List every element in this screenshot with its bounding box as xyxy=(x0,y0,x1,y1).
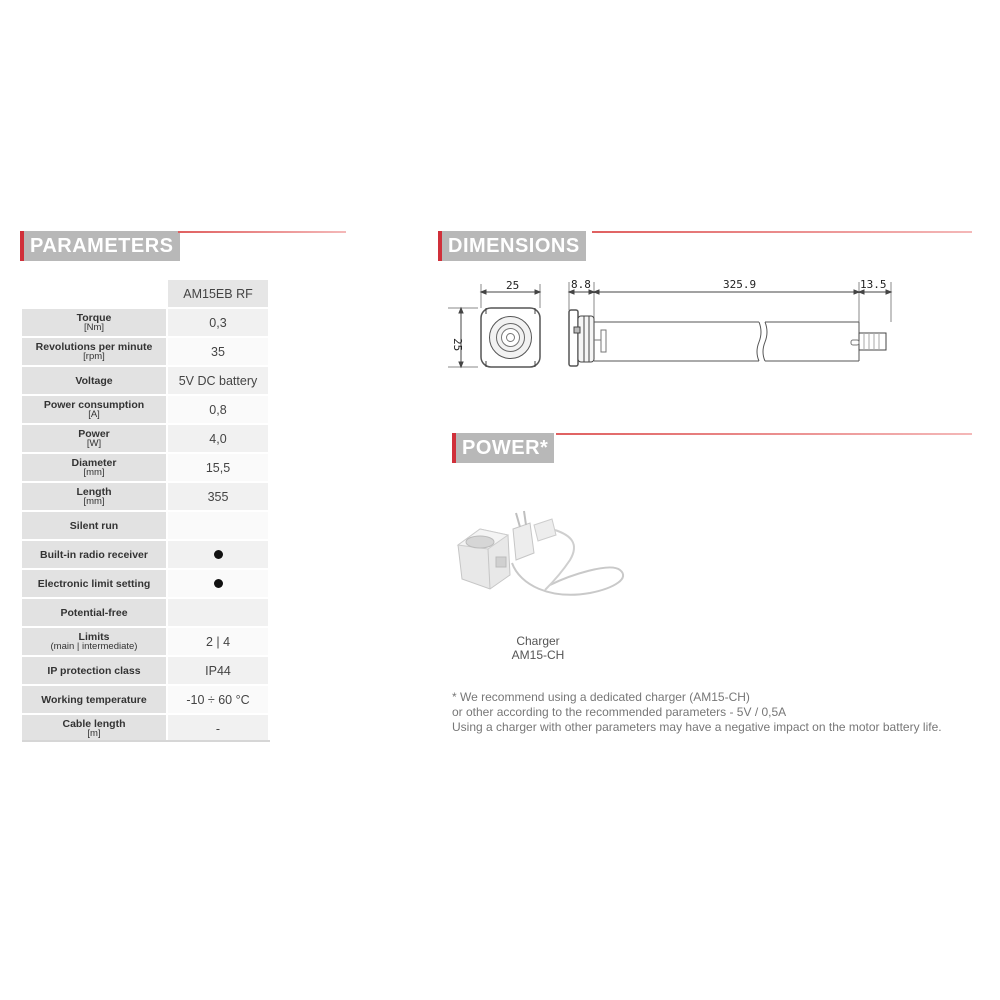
parameter-name-cell xyxy=(22,570,168,597)
parameter-name-cell xyxy=(22,628,168,655)
parameter-name-cell xyxy=(22,338,168,365)
parameter-name-cell xyxy=(22,396,168,423)
motor-side-view xyxy=(569,282,891,366)
parameter-name-cell xyxy=(22,686,168,713)
parameter-value-cell xyxy=(168,715,268,742)
charger-label: Charger xyxy=(516,634,560,648)
parameter-value: 355 xyxy=(207,489,229,504)
parameter-value: 35 xyxy=(211,344,225,359)
parameter-value-cell xyxy=(168,628,268,655)
parameter-value: 0,8 xyxy=(209,402,227,417)
parameter-value-cell xyxy=(168,512,268,539)
parameter-name-cell xyxy=(22,483,168,510)
parameter-row xyxy=(22,512,268,539)
parameter-value-cell xyxy=(168,541,268,568)
parameter-value-cell xyxy=(168,425,268,452)
table-bottom-rule xyxy=(22,740,270,742)
parameter-name-cell xyxy=(22,512,168,539)
header-rule xyxy=(556,433,972,435)
parameter-row xyxy=(22,686,268,713)
dimensions-header xyxy=(438,231,972,261)
parameter-row xyxy=(22,570,268,597)
parameter-name-cell xyxy=(22,367,168,394)
parameter-name-cell xyxy=(22,599,168,626)
parameter-value-cell xyxy=(168,599,268,626)
motor-head-end-view xyxy=(448,284,540,367)
parameter-name-cell xyxy=(22,541,168,568)
parameter-row xyxy=(22,454,268,481)
parameter-row xyxy=(22,628,268,655)
head-height-label: 25 xyxy=(451,338,464,352)
note-line: or other according to the recommended parameters - 5V / 0,5A xyxy=(452,705,787,719)
parameter-unit: (main | intermediate) xyxy=(50,640,138,652)
parameter-name: IP protection class xyxy=(47,664,141,677)
power-note xyxy=(452,690,942,735)
parameter-row xyxy=(22,599,268,626)
parameter-value: 5V DC battery xyxy=(178,373,258,388)
parameter-row xyxy=(22,541,268,568)
parameter-row xyxy=(22,483,268,510)
header-rule xyxy=(592,231,972,233)
parameter-unit: [m] xyxy=(87,727,101,739)
parameter-name: Potential-free xyxy=(60,606,128,619)
parameters-header xyxy=(20,231,346,261)
parameter-name-cell xyxy=(22,715,168,742)
parameter-value-cell xyxy=(168,686,268,713)
parameter-name: Built-in radio receiver xyxy=(40,548,148,561)
parameter-unit: [A] xyxy=(88,408,100,420)
parameter-row xyxy=(22,309,268,336)
head-width-label: 25 xyxy=(506,279,520,292)
parameter-value: 4,0 xyxy=(209,431,227,446)
parameter-value: -10 ÷ 60 °C xyxy=(186,692,250,707)
parameter-row xyxy=(22,425,268,452)
power-title: POWER* xyxy=(456,433,554,463)
power-header xyxy=(452,433,972,463)
parameter-value: 0,3 xyxy=(209,315,227,330)
parameter-row xyxy=(22,657,268,684)
dimensions-title: DIMENSIONS xyxy=(442,231,586,261)
parameter-name: Limits xyxy=(78,630,110,643)
parameter-name-cell xyxy=(22,425,168,452)
parameter-name: Diameter xyxy=(71,456,117,469)
table-corner xyxy=(22,280,168,307)
parameter-value-cell xyxy=(168,483,268,510)
parameter-value-cell xyxy=(168,367,268,394)
parameter-value-cell xyxy=(168,657,268,684)
parameter-unit: [W] xyxy=(86,437,102,449)
parameter-unit: [rpm] xyxy=(83,350,105,362)
parameter-value: 15,5 xyxy=(205,460,231,475)
parameter-unit: [Nm] xyxy=(83,321,105,333)
parameter-row xyxy=(22,367,268,394)
parameter-name: Length xyxy=(76,485,112,498)
parameter-row xyxy=(22,715,268,742)
parameter-value-cell xyxy=(168,338,268,365)
parameter-value-cell xyxy=(168,309,268,336)
parameter-name-cell xyxy=(22,309,168,336)
charger-model: AM15-CH xyxy=(511,648,565,662)
parameter-name: Cable length xyxy=(62,717,126,730)
parameter-name: Power consumption xyxy=(43,398,145,411)
parameter-name: Electronic limit setting xyxy=(37,577,151,590)
parameter-row xyxy=(22,338,268,365)
charger-image xyxy=(450,505,635,610)
model-header: AM15EB RF xyxy=(168,280,268,307)
parameter-name-cell xyxy=(22,657,168,684)
parameter-name: Voltage xyxy=(75,374,113,387)
parameter-name: Power xyxy=(78,427,110,440)
parameter-name: Silent run xyxy=(69,519,119,532)
parameter-name: Revolutions per minute xyxy=(35,340,153,353)
parameter-row xyxy=(22,396,268,423)
parameter-value-cell xyxy=(168,454,268,481)
note-line: * We recommend using a dedicated charger (AM15-CH) xyxy=(452,690,750,704)
charger-caption xyxy=(497,634,579,662)
parameter-value: - xyxy=(215,721,221,736)
parameters-table xyxy=(22,278,268,744)
parameter-value: 2 | 4 xyxy=(205,634,231,649)
parameter-value-cell xyxy=(168,570,268,597)
parameter-name: Working temperature xyxy=(41,693,147,706)
parameter-unit: [mm] xyxy=(83,466,105,478)
parameter-name-cell xyxy=(22,454,168,481)
note-line: Using a charger with other parameters may have a negative impact on the motor battery life. xyxy=(452,720,942,734)
parameter-value: IP44 xyxy=(205,663,231,678)
end-length-label: 13.5 xyxy=(860,278,887,291)
parameter-value-cell xyxy=(168,396,268,423)
flange-label: 8.8 xyxy=(571,278,591,291)
parameter-unit: [mm] xyxy=(83,495,105,507)
parameter-name: Torque xyxy=(76,311,112,324)
parameters-title: PARAMETERS xyxy=(24,231,180,261)
tube-length-label: 325.9 xyxy=(723,278,757,291)
feature-dot-icon xyxy=(214,550,223,559)
header-rule xyxy=(178,231,346,233)
dimension-drawing xyxy=(440,270,910,380)
feature-dot-icon xyxy=(214,579,223,588)
